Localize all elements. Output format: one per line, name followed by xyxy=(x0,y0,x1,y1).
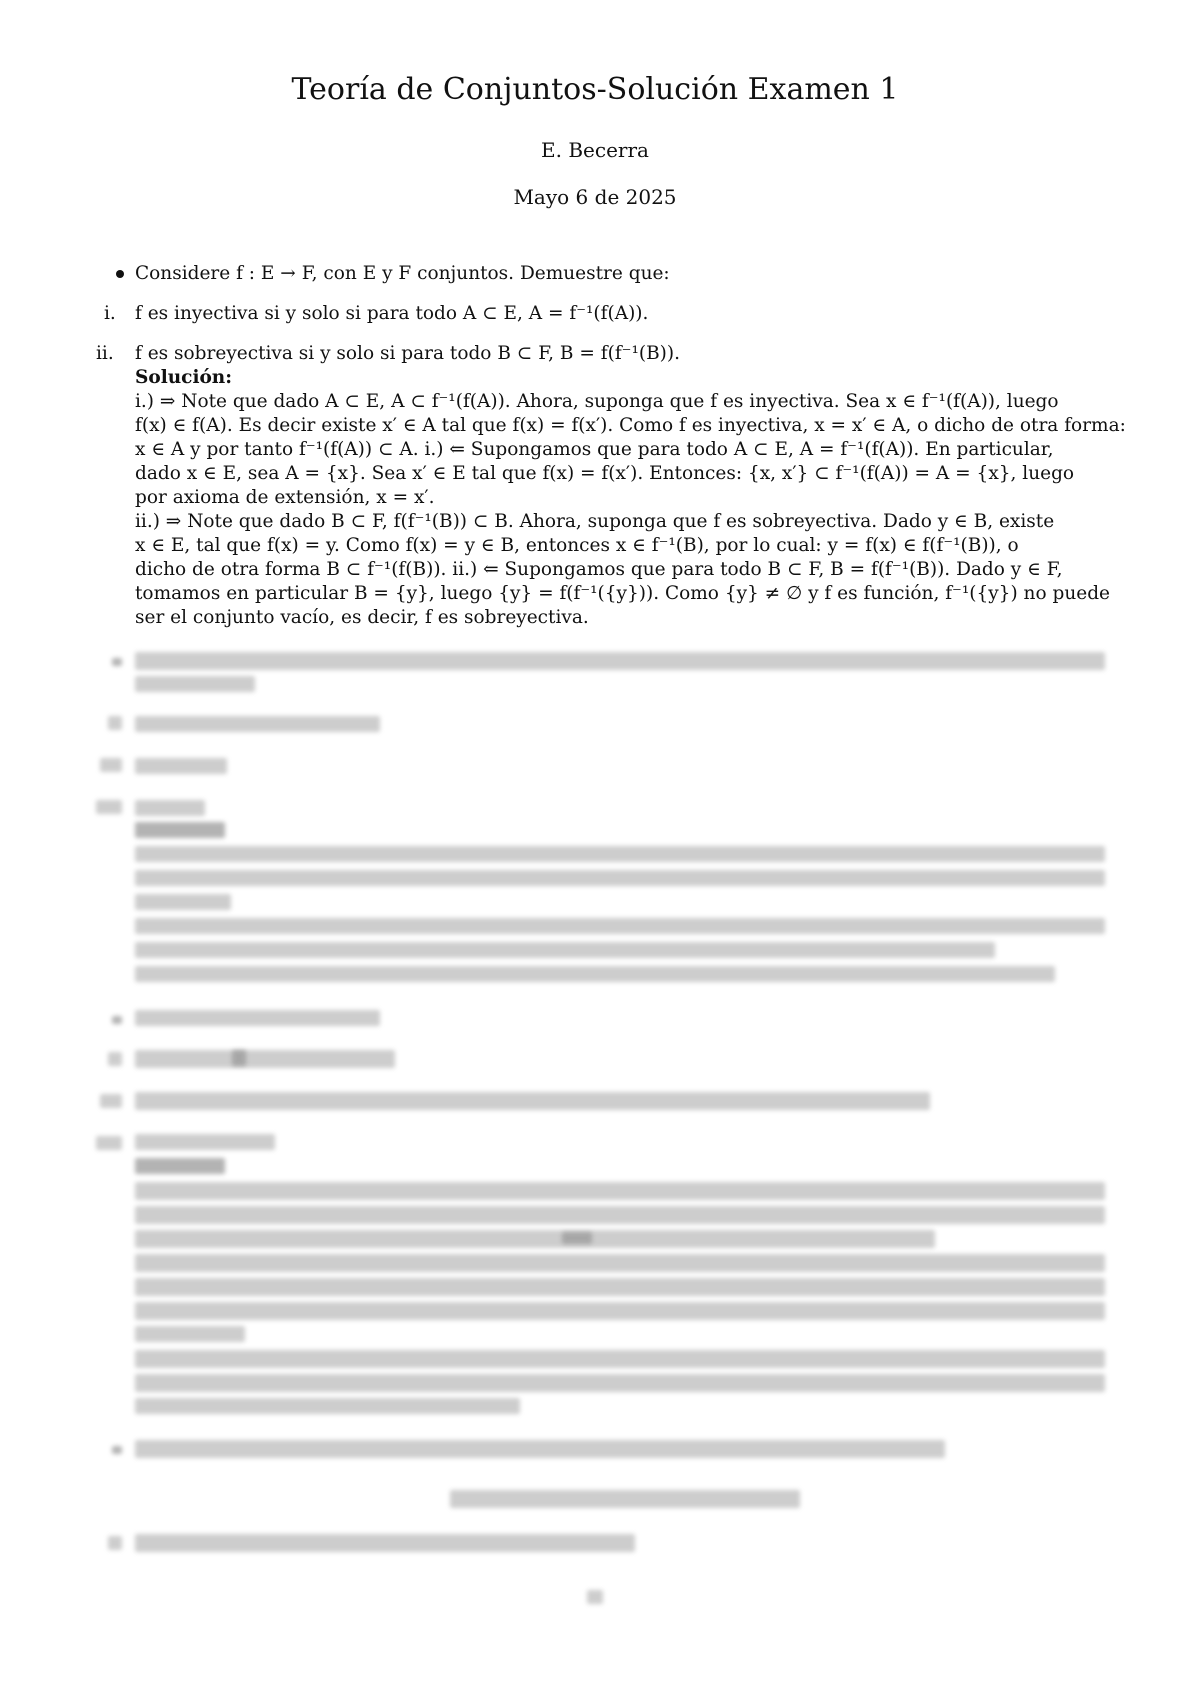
solution-line: i.) ⇒ Note que dado A ⊂ E, A ⊂ f⁻¹(f(A)). Ahora, suponga que f es inyectiva. Sea x ∈ f⁻¹(f(A)), luego xyxy=(135,391,1059,412)
solution-line: dicho de otra forma B ⊂ f⁻¹(f(B)). ii.) ⇐ Supongamos que para todo B ⊂ F, B = f(f⁻¹(B)). Dado y ∈ F, xyxy=(135,559,1063,580)
document-title: Teoría de Conjuntos-Solución Examen 1 xyxy=(291,72,899,107)
solution-line: dado x ∈ E, sea A = {x}. Sea x′ ∈ E tal que f(x) = f(x′). Entonces: {x, x′} ⊂ f⁻¹(f(A)) = A = {x}, luego xyxy=(135,463,1075,484)
document-author: E. Becerra xyxy=(541,138,649,162)
problem-item: f es sobreyectiva si y solo si para todo B ⊂ F, B = f(f⁻¹(B)). xyxy=(135,343,680,364)
solution-line: tomamos en particular B = {y}, luego {y} = f(f⁻¹({y})). Como {y} ≠ ∅ y f es función, f⁻¹({y}) no puede xyxy=(135,583,1110,604)
solution-line: por axioma de extensión, x = x′. xyxy=(135,487,435,508)
solution-line: ser el conjunto vacío, es decir, f es sobreyectiva. xyxy=(135,607,589,628)
solution-line: x ∈ E, tal que f(x) = y. Como f(x) = y ∈ B, entonces x ∈ f⁻¹(B), por lo cual: y = f(x) ∈ f(f⁻¹(B)), o xyxy=(135,535,1019,556)
solution-line: ii.) ⇒ Note que dado B ⊂ F, f(f⁻¹(B)) ⊂ B. Ahora, suponga que f es sobreyectiva. Dado y ∈ B, existe xyxy=(135,511,1055,532)
solution-heading: Solución: xyxy=(135,367,233,388)
item-label: i. xyxy=(104,303,116,324)
document-date: Mayo 6 de 2025 xyxy=(513,185,677,209)
problem-item: f es inyectiva si y solo si para todo A ⊂ E, A = f⁻¹(f(A)). xyxy=(135,303,649,324)
problem-statement: Considere f : E → F, con E y F conjuntos. Demuestre que: xyxy=(135,263,670,284)
item-label: ii. xyxy=(96,343,114,364)
solution-line: x ∈ A y por tanto f⁻¹(f(A)) ⊂ A. i.) ⇐ Supongamos que para todo A ⊂ E, A = f⁻¹(f(A)). En particular, xyxy=(135,439,1054,460)
bullet-icon xyxy=(116,270,124,278)
solution-line: f(x) ∈ f(A). Es decir existe x′ ∈ A tal que f(x) = f(x′). Como f es inyectiva, x = x′ ∈ A, o dicho de otra forma: xyxy=(135,415,1126,436)
